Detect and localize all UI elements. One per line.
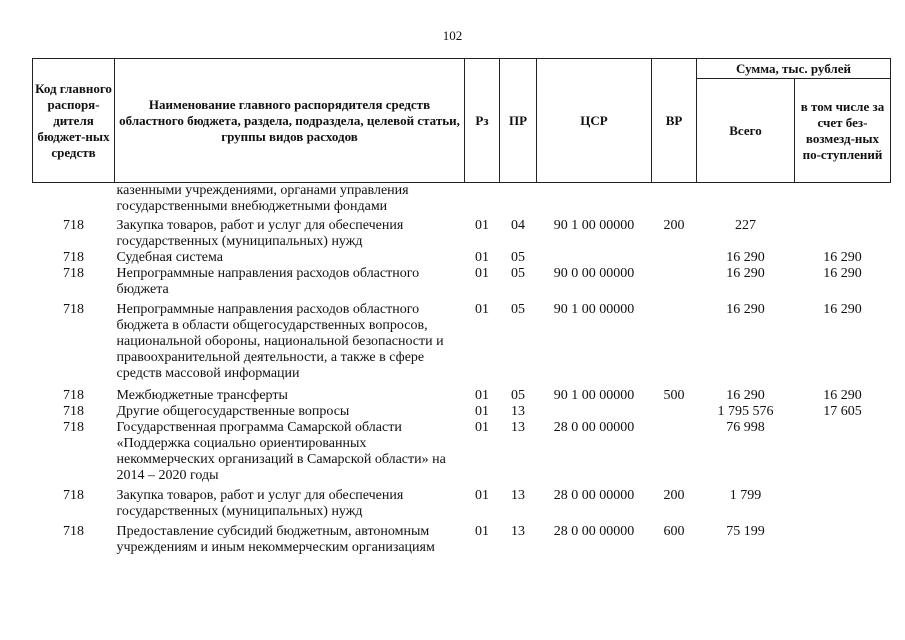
pr-cell: 05: [511, 388, 525, 403]
total-cell: 16 290: [726, 250, 765, 265]
total-cell: 16 290: [726, 266, 765, 281]
code-cell: 718: [63, 388, 84, 403]
table-row: [33, 183, 891, 219]
table-row: [33, 488, 891, 524]
header-code: Код главного распоря-дителя бюджет-ных средств: [33, 59, 115, 183]
total-cell: 75 199: [726, 524, 765, 539]
grants-cell: [795, 420, 891, 488]
budget-table: [32, 58, 891, 556]
grants-cell: [795, 183, 891, 219]
table-header: [33, 59, 891, 183]
header-name: Наименование главного распорядителя средств областного бюджета, раздела, подраздела, целевой статьи, группы видов расходов: [115, 59, 465, 183]
pr-cell: 13: [511, 404, 525, 419]
name-cell: Закупка товаров, работ и услуг для обеспечения государственных (муниципальных) нужд: [116, 218, 404, 249]
code-cell: 718: [63, 420, 84, 435]
rz-cell: 01: [475, 250, 489, 265]
grants-cell: 16 290: [823, 302, 862, 317]
pr-cell: 13: [511, 488, 525, 503]
rz-cell: 01: [475, 302, 489, 317]
rz-cell: 01: [475, 266, 489, 281]
grants-cell: 16 290: [823, 266, 862, 281]
csr-cell: 90 1 00 00000: [553, 302, 635, 317]
page-number: 102: [442, 28, 463, 43]
name-cell: Закупка товаров, работ и услуг для обеспечения государственных (муниципальных) нужд: [116, 488, 404, 519]
header-grants: в том числе за счет без-возмезд-ных по-ступлений: [795, 79, 891, 183]
pr-cell: 04: [511, 218, 525, 233]
csr-cell: 28 0 00 00000: [553, 524, 635, 539]
rz-cell: 01: [475, 488, 489, 503]
name-cell: Другие общегосударственные вопросы: [116, 404, 350, 419]
code-cell: [33, 183, 115, 219]
code-cell: 718: [63, 218, 84, 233]
vr-cell: [652, 420, 697, 488]
name-cell: Непрограммные направления расходов областного бюджета: [116, 266, 420, 297]
code-cell: 718: [63, 266, 84, 281]
rz-cell: 01: [475, 420, 489, 435]
pr-cell: [500, 183, 537, 219]
table-row: [33, 388, 891, 404]
grants-cell: [795, 524, 891, 556]
table-row: [33, 218, 891, 250]
grants-cell: 17 605: [823, 404, 862, 419]
vr-cell: 200: [663, 218, 685, 233]
header-rz: Рз: [465, 59, 500, 183]
csr-cell: [537, 404, 652, 420]
total-cell: 1 795 576: [717, 404, 774, 419]
vr-cell: 200: [663, 488, 685, 503]
header-vr: ВР: [652, 59, 697, 183]
code-cell: 718: [63, 250, 84, 265]
header-total: Всего: [697, 79, 795, 183]
pr-cell: 13: [511, 524, 525, 539]
name-cell: Судебная система: [116, 250, 223, 265]
code-cell: 718: [63, 488, 84, 503]
total-cell: 1 799: [729, 488, 762, 503]
rz-cell: 01: [475, 218, 489, 233]
table-row: [33, 250, 891, 266]
vr-cell: [652, 250, 697, 266]
code-cell: 718: [63, 302, 84, 317]
name-cell: Межбюджетные трансферты: [116, 388, 288, 403]
grants-cell: [795, 488, 891, 524]
grants-cell: 16 290: [823, 388, 862, 403]
csr-cell: 90 0 00 00000: [553, 266, 635, 281]
header-csr: ЦСР: [537, 59, 652, 183]
code-cell: 718: [63, 404, 84, 419]
table-row: [33, 420, 891, 488]
grants-cell: 16 290: [823, 250, 862, 265]
pr-cell: 13: [511, 420, 525, 435]
rz-cell: 01: [475, 524, 489, 539]
rz-cell: 01: [475, 404, 489, 419]
grants-cell: [795, 218, 891, 250]
csr-cell: [537, 183, 652, 219]
vr-cell: [652, 302, 697, 388]
vr-cell: 600: [663, 524, 685, 539]
csr-cell: 90 1 00 00000: [553, 218, 635, 233]
name-cell: казенными учреждениями, органами управления государственными внебюджетными фондами: [116, 183, 409, 214]
csr-cell: 28 0 00 00000: [553, 488, 635, 503]
header-sum-group: Сумма, тыс. рублей: [697, 59, 891, 79]
name-cell: Государственная программа Самарской области «Поддержка социально ориентированных некоммерческих организаций в Самарской области» на 2014 – 2020 годы: [116, 420, 446, 483]
csr-cell: 90 1 00 00000: [553, 388, 635, 403]
table-row: [33, 302, 891, 388]
vr-cell: [652, 183, 697, 219]
total-cell: 16 290: [726, 302, 765, 317]
name-cell: Предоставление субсидий бюджетным, автономным учреждениям и иным некоммерческим организациям: [116, 524, 435, 555]
pr-cell: 05: [511, 266, 525, 281]
header-pr: ПР: [500, 59, 537, 183]
total-cell: 227: [735, 218, 756, 233]
vr-cell: 500: [663, 388, 685, 403]
csr-cell: 28 0 00 00000: [553, 420, 635, 435]
pr-cell: 05: [511, 250, 525, 265]
table-row: [33, 266, 891, 302]
rz-cell: [465, 183, 500, 219]
table-row: [33, 404, 891, 420]
rz-cell: 01: [475, 388, 489, 403]
total-cell: 76 998: [726, 420, 765, 435]
vr-cell: [652, 266, 697, 302]
name-cell: Непрограммные направления расходов областного бюджета в области общегосударственных вопросов, национальной обороны, национальной безопасности и правоохранительной деятельности, а также в сфере средств массовой информации: [116, 302, 444, 381]
table-body: [33, 183, 891, 557]
table-row: [33, 524, 891, 556]
vr-cell: [652, 404, 697, 420]
total-cell: 16 290: [726, 388, 765, 403]
pr-cell: 05: [511, 302, 525, 317]
code-cell: 718: [63, 524, 84, 539]
total-cell: [697, 183, 795, 219]
csr-cell: [537, 250, 652, 266]
